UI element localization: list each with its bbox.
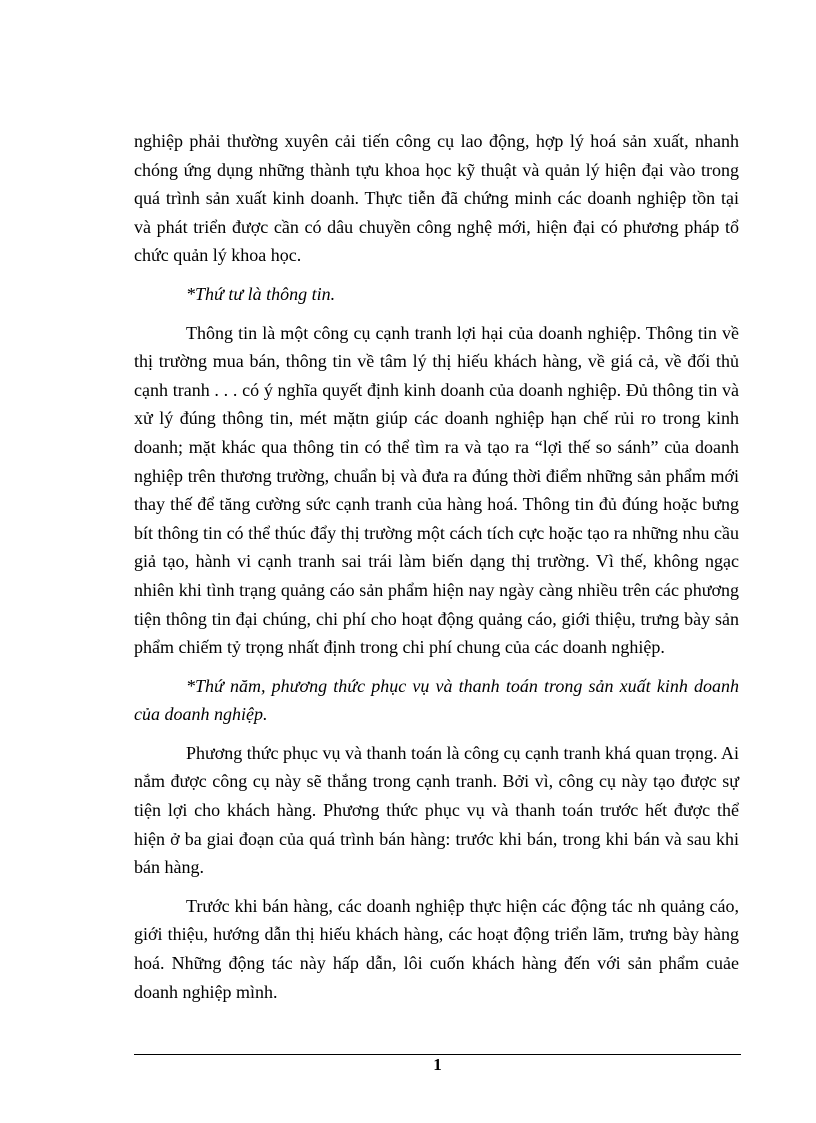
heading-fourth-information: *Thứ tư là thông tin.: [186, 283, 336, 304]
paragraph-continuation: nghiệp phải thường xuyên cải tiến công cụ lao động, hợp lý hoá sản xuất, nhanh chóng ứng dụng những thành tựu khoa học kỹ thuật và quản lý hiện đại vào trong quá trình sản xuất kinh doanh. Thực tiễn đã chứng minh các doanh nghiệp tồn tại và phát triển được cần có dâu chuyền công nghệ mới, hiện đại có phương pháp tổ chức quản lý khoa học.: [134, 131, 739, 266]
paragraph-information: Thông tin là một công cụ cạnh tranh lợi hại của doanh nghiệp. Thông tin về thị trường mua bán, thông tin về tâm lý thị hiếu khách hàng, về giá cả, về đối thủ cạnh tranh . . . có ý nghĩa quyết định kinh doanh của doanh nghiệp. Đủ thông tin và xử lý đúng thông tin, mét mặtn giúp các doanh nghiệp hạn chế rủi ro trong kinh doanh; mặt khác qua thông tin có thể tìm ra và tạo ra “lợi thế so sánh” của doanh nghiệp trên thương trường, chuẩn bị và đưa ra đúng thời điểm những sản phẩm mới thay thế để tăng cường sức cạnh tranh của hàng hoá. Thông tin đủ đúng hoặc bưng bít thông tin có thể thúc đẩy thị trường một cách tích cực hoặc tạo ra những nhu cầu giả tạo, hành vi cạnh tranh sai trái làm biến dạng thị trường. Vì thế, không ngạc nhiên khi tình trạng quảng cáo sản phẩm hiện nay ngày càng nhiều trên các phương tiện thông tin đại chúng, chi phí cho hoạt động quảng cáo, giới thiệu, trưng bày sản phẩm chiếm tỷ trọng nhất định trong chi phí chung của các doanh nghiệp.: [134, 322, 739, 658]
heading-fifth-service-payment: *Thứ năm, phương thức phục vụ và thanh toán trong sản xuất kinh doanh của doanh nghiệp.: [134, 675, 739, 725]
page-number: 1: [433, 1055, 442, 1074]
paragraph-before-sale: Trước khi bán hàng, các doanh nghiệp thực hiện các động tác nh quảng cáo, giới thiệu, hướng dẫn thị hiếu khách hàng, các hoạt động triển lãm, trưng bày hàng hoá. Những động tác này hấp dẫn, lôi cuốn khách hàng đến với sản phẩm cuảe doanh nghiệp mình.: [134, 895, 739, 1002]
paragraph-service-payment: Phương thức phục vụ và thanh toán là công cụ cạnh tranh khá quan trọng. Ai nắm được công cụ này sẽ thắng trong cạnh tranh. Bởi vì, công cụ này tạo được sự tiện lợi cho khách hàng. Phương thức phục vụ và thanh toán trước hết được thể hiện ở ba giai đoạn của quá trình bán hàng: trước khi bán, trong khi bán và sau khi bán hàng.: [134, 742, 739, 878]
document-page: [134, 127, 739, 1006]
